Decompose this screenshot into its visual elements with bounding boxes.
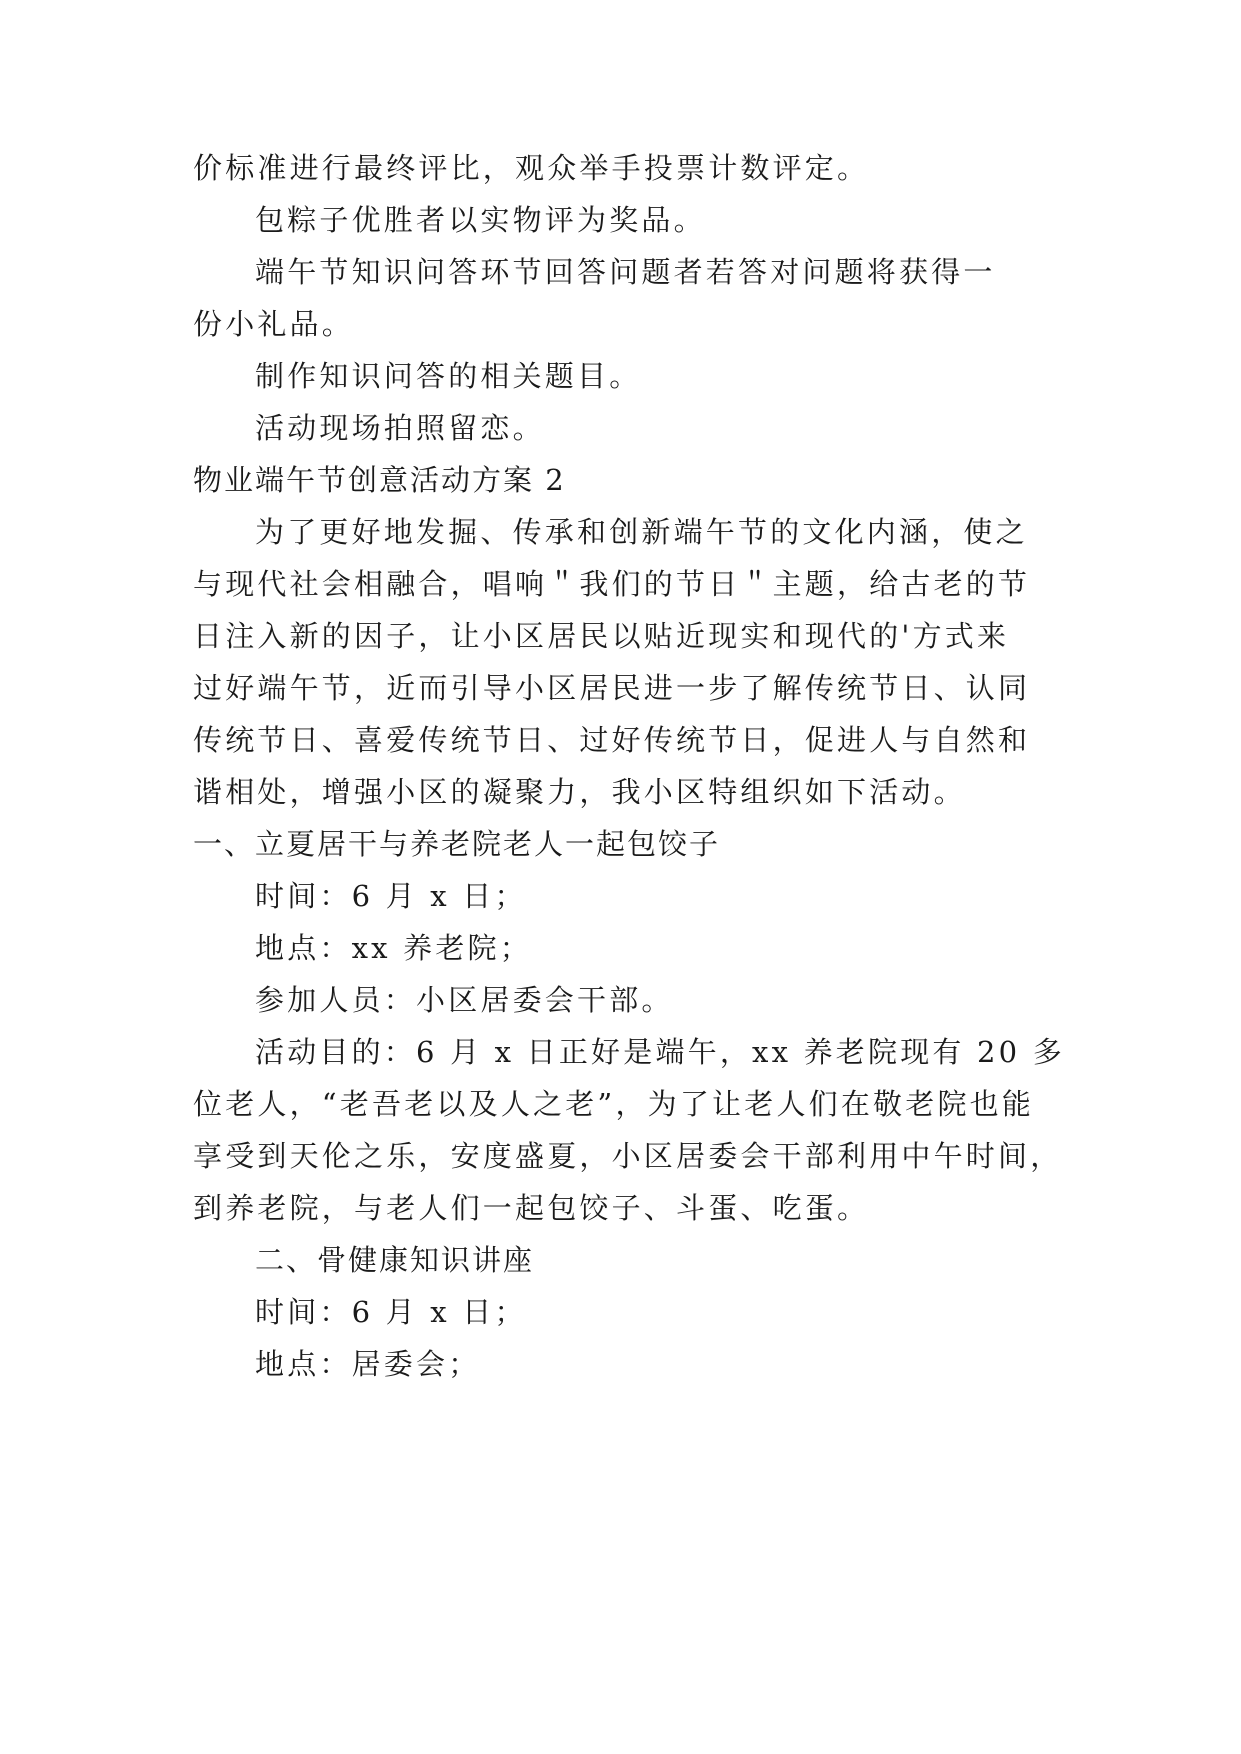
text-line: 时间：6 月 x 日； bbox=[255, 1295, 527, 1329]
text-line: 价标准进行最终评比，观众举手投票计数评定。 bbox=[193, 151, 870, 185]
text-line: 与现代社会相融合，唱响＂我们的节日＂主题，给古老的节 bbox=[193, 567, 1031, 601]
text-line: 享受到天伦之乐，安度盛夏，小区居委会干部利用中午时间， bbox=[193, 1139, 1063, 1173]
text-line: 份小礼品。 bbox=[193, 307, 355, 341]
text-line: 参加人员：小区居委会干部。 bbox=[255, 983, 674, 1017]
text-line: 为了更好地发掘、传承和创新端午节的文化内涵，使之 bbox=[255, 515, 1028, 549]
text-line: 谐相处，增强小区的凝聚力，我小区特组织如下活动。 bbox=[193, 775, 966, 809]
text-line: 传统节日、喜爱传统节日、过好传统节日，促进人与自然和 bbox=[193, 723, 1031, 757]
text-line: 端午节知识问答环节回答问题者若答对问题将获得一 bbox=[255, 255, 996, 289]
text-line: 活动现场拍照留恋。 bbox=[255, 411, 545, 445]
text-line: 制作知识问答的相关题目。 bbox=[255, 359, 642, 393]
text-line: 包粽子优胜者以实物评为奖品。 bbox=[255, 203, 706, 237]
text-line: 时间：6 月 x 日； bbox=[255, 879, 527, 913]
text-line: 位老人，“老吾老以及人之老”，为了让老人们在敬老院也能 bbox=[193, 1087, 1035, 1121]
text-line: 到养老院，与老人们一起包饺子、斗蛋、吃蛋。 bbox=[193, 1191, 870, 1225]
text-line: 地点：居委会； bbox=[255, 1347, 481, 1381]
section-heading: 物业端午节创意活动方案 2 bbox=[193, 463, 566, 497]
section-heading: 二、骨健康知识讲座 bbox=[255, 1243, 535, 1277]
section-heading: 一、立夏居干与养老院老人一起包饺子 bbox=[193, 827, 721, 861]
text-line: 地点：xx 养老院； bbox=[255, 931, 532, 965]
text-line: 过好端午节，近而引导小区居民进一步了解传统节日、认同 bbox=[193, 671, 1031, 705]
text-line: 活动目的：6 月 x 日正好是端午，xx 养老院现有 20 多 bbox=[255, 1035, 1065, 1069]
text-line: 日注入新的因子，让小区居民以贴近现实和现代的'方式来 bbox=[193, 619, 1010, 653]
